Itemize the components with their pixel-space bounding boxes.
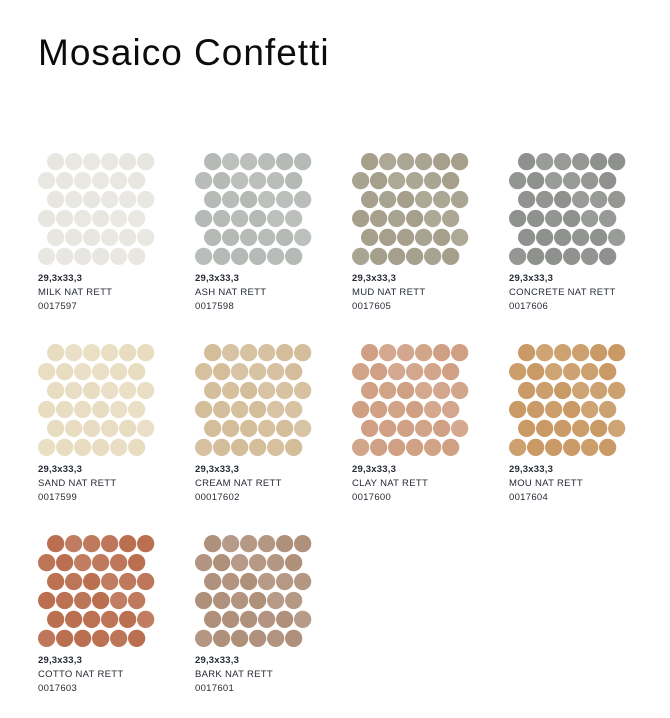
- tile-caption: [195, 272, 312, 314]
- tile-name: CONCRETE NAT RETT: [509, 287, 616, 298]
- mosaic-swatch: [195, 535, 312, 647]
- tile-card-mud[interactable]: [352, 153, 469, 314]
- tile-size: 29,3x33,3: [509, 464, 554, 475]
- tile-name: MOU NAT RETT: [509, 478, 583, 489]
- tile-card-concrete[interactable]: [509, 153, 626, 314]
- tile-size: 29,3x33,3: [352, 273, 397, 284]
- tile-size: 29,3x33,3: [38, 655, 83, 666]
- tile-card-ash[interactable]: [195, 153, 312, 314]
- tile-code: 0017606: [509, 301, 549, 312]
- tile-size: 29,3x33,3: [38, 464, 83, 475]
- tile-caption: [38, 654, 155, 696]
- tile-code: 0017605: [352, 301, 392, 312]
- mosaic-swatch: [38, 153, 155, 265]
- tile-size: 29,3x33,3: [195, 464, 240, 475]
- tile-card-cream[interactable]: [195, 344, 312, 505]
- mosaic-swatch: [352, 153, 469, 265]
- tile-card-cotto[interactable]: [38, 535, 155, 696]
- tile-code: 0017597: [38, 301, 78, 312]
- tile-caption: [509, 463, 626, 505]
- mosaic-swatch: [352, 344, 469, 456]
- tile-code: 0017604: [509, 492, 549, 503]
- tile-name: ASH NAT RETT: [195, 287, 267, 298]
- mosaic-swatch: [509, 153, 626, 265]
- tile-caption: [195, 654, 312, 696]
- tile-size: 29,3x33,3: [195, 655, 240, 666]
- mosaic-swatch: [509, 344, 626, 456]
- tile-caption: [195, 463, 312, 505]
- tile-card-sand[interactable]: [38, 344, 155, 505]
- tile-caption: [352, 463, 469, 505]
- tile-size: 29,3x33,3: [195, 273, 240, 284]
- tile-size: 29,3x33,3: [38, 273, 83, 284]
- tile-caption: [509, 272, 626, 314]
- tile-card-milk[interactable]: [38, 153, 155, 314]
- tile-size: 29,3x33,3: [509, 273, 554, 284]
- mosaic-swatch: [195, 153, 312, 265]
- tile-caption: [38, 463, 155, 505]
- tile-caption: [38, 272, 155, 314]
- tile-code: 0017598: [195, 301, 235, 312]
- mosaic-swatch: [38, 535, 155, 647]
- tile-name: MUD NAT RETT: [352, 287, 426, 298]
- tile-code: 0017603: [38, 683, 78, 694]
- tile-card-clay[interactable]: [352, 344, 469, 505]
- tile-card-bark[interactable]: [195, 535, 312, 696]
- page-title: Mosaico Confetti: [38, 32, 330, 73]
- tile-code: 00017602: [195, 492, 240, 503]
- tile-name: COTTO NAT RETT: [38, 669, 124, 680]
- tile-code: 0017600: [352, 492, 392, 503]
- tile-name: CLAY NAT RETT: [352, 478, 429, 489]
- tile-code: 0017599: [38, 492, 78, 503]
- mosaic-swatch: [38, 344, 155, 456]
- tile-code: 0017601: [195, 683, 235, 694]
- tile-name: MILK NAT RETT: [38, 287, 113, 298]
- tile-card-mou[interactable]: [509, 344, 626, 505]
- tile-name: BARK NAT RETT: [195, 669, 273, 680]
- mosaic-swatch: [195, 344, 312, 456]
- tile-size: 29,3x33,3: [352, 464, 397, 475]
- product-grid: [38, 153, 632, 696]
- tile-name: CREAM NAT RETT: [195, 478, 282, 489]
- tile-name: SAND NAT RETT: [38, 478, 117, 489]
- tile-caption: [352, 272, 469, 314]
